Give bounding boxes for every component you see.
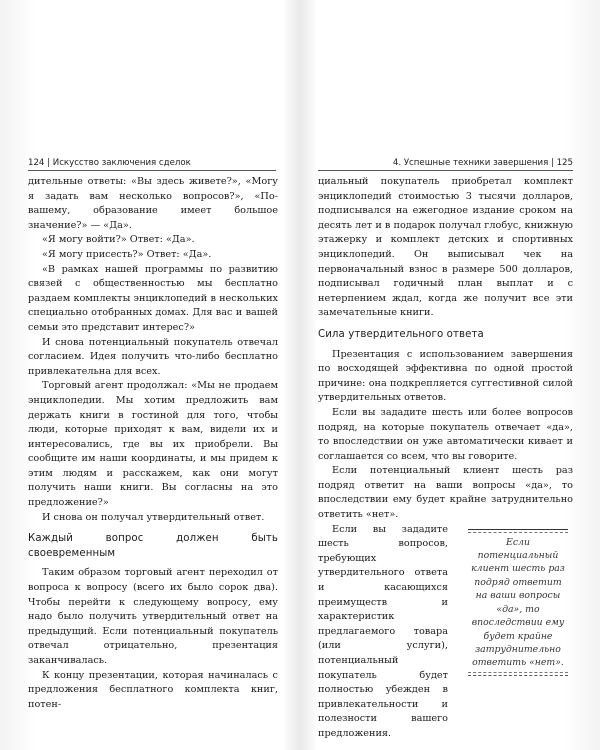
paragraph: Презентация с использованием завершения по восходящей эффективна по одной простой причине: она подкрепляется суггестивной силой утвердительных ответов. (318, 348, 573, 404)
paragraph: «Я могу присесть?» Ответ: «Да». (42, 248, 212, 260)
paragraph: Если потенциальный клиент шесть раз подряд ответит на ваши вопросы «да», то впоследствии ему будет крайне затруднительно ответить «нет». (318, 465, 573, 521)
paragraph: Если вы зададите шесть вопросов, требующих утвердительного ответа и касающихся преимуществ и характеристик предлагаемого товара (или услуги), потенциальный покупатель будет полностью убежден в привлекательности и полезности вашего предложения. (318, 523, 448, 739)
paragraph: «В рамках нашей программы по развитию связей с общественностью мы бесплатно раздаем комплекты энциклопедий в нескольких специально отобранных домах. Для вас и вашей семьи это представит интерес?» (28, 263, 278, 333)
paragraph: И снова он получал утвердительный ответ. (42, 511, 265, 523)
pull-quote: Если потенциальный клиент шесть раз подряд ответит на ваши вопросы «да», то впоследствии ему будет крайне затруднительно ответить «нет». (468, 529, 568, 676)
paragraph: К концу презентации, которая начиналась с предложения бесплатного комплекта книг, потен- (28, 669, 278, 710)
left-page-body (28, 175, 278, 712)
right-running-head: 4. Успешные техники завершения | 125 (318, 158, 573, 171)
right-page-body (318, 175, 573, 742)
wrap-block (318, 523, 573, 742)
paragraph: дительные ответы: «Вы здесь живете?», «Могу я задать вам несколько вопросов?», «По-вашему, образование имеет большое значение?» — «Да». (28, 176, 278, 231)
paragraph: «Я могу войти?» Ответ: «Да». (42, 234, 195, 246)
paragraph: И снова потенциальный покупатель отвечал согласием. Идея получить что-либо бесплатно привлекательна для всех. (28, 336, 278, 377)
section-heading: Каждый вопрос должен быть своевременным (28, 533, 278, 559)
paragraph: Таким образом торговый агент переходил от вопроса к вопросу (всего их было сорок два). Чтобы перейти к следующему вопросу, ему надо было получить утвердительный ответ на предыдущий. Если потенциальный покупатель отвечал отрицательно, презентация заканчивалась. (28, 567, 278, 666)
paragraph: Торговый агент продолжал: «Мы не продаем энциклопедии. Мы хотим предложить вам держать книги в гостиной для того, чтобы люди, которые приходят к вам, видели их и интересовались, где вы их приобрели. Вы сообщите им наши координаты, и мы придем к этим людям и расскажем, как они могут получить наши книги. Вы согласны на это предложение?» (28, 380, 278, 509)
left-running-head: 124 | Искусство заключения сделок (28, 158, 276, 171)
paragraph: Если вы зададите шесть или более вопросов подряд, на которые покупатель отвечает «да», то впоследствии он уже автоматически кивает и соглашается со всем, что вы говорите. (318, 406, 573, 462)
section-heading: Сила утвердительного ответа (318, 328, 484, 340)
paragraph: циальный покупатель приобретал комплект энциклопедий стоимостью 3 тысячи долларов, подписывался на ежегодное издание сроком на десять лет и в подарок получал глобус, книжную этажерку и комплект детских и спортивных энциклопедий. Он выписывал чек на первоначальный взнос в размере 500 долларов, подписывал годичный план выплат и с нетерпением ждал, когда же получит все эти замечательные книги. (318, 176, 573, 319)
right-page (300, 0, 600, 750)
